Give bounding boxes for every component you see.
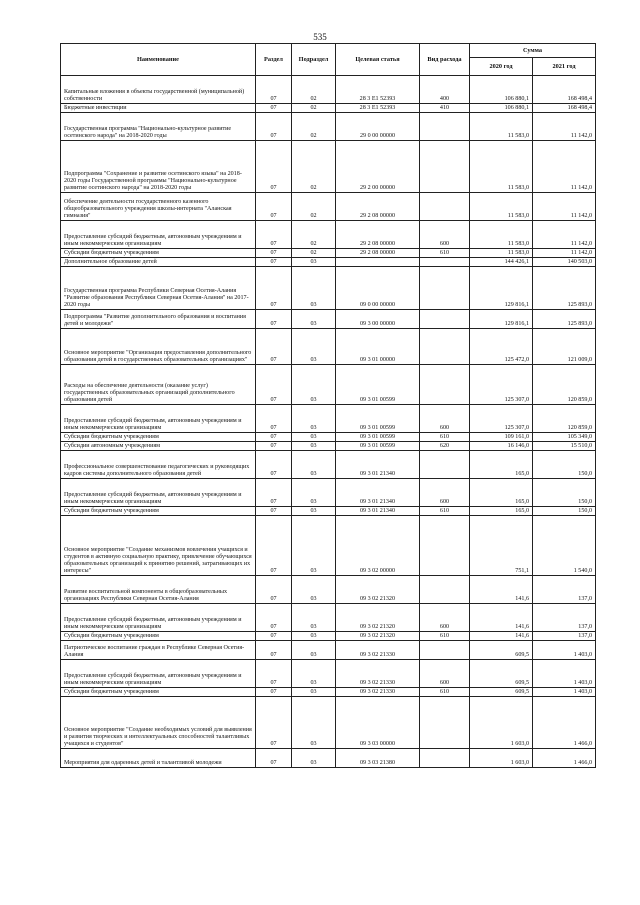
cell-sum-2021: 125 893,0 <box>533 310 596 329</box>
cell-sum-2021: 1 466,0 <box>533 749 596 768</box>
cell-name: Основное мероприятие "Организация предоставления дополнительного образования детей в государственных образовательных организациях" <box>61 329 256 365</box>
cell-sum-2021: 15 510,0 <box>533 442 596 451</box>
table-row <box>61 249 596 258</box>
cell-sum-2021: 150,0 <box>533 507 596 516</box>
cell-expense-type <box>420 113 470 141</box>
cell-section: 07 <box>256 604 292 632</box>
cell-expense-type <box>420 641 470 660</box>
cell-subsection: 02 <box>292 141 336 193</box>
cell-expense-type <box>420 516 470 576</box>
table-row <box>61 104 596 113</box>
table-row <box>61 576 596 604</box>
table-row <box>61 688 596 697</box>
cell-name: Подпрограмма "Развитие дополнительного образования и воспитания детей и молодежи" <box>61 310 256 329</box>
cell-section: 07 <box>256 516 292 576</box>
cell-expense-type: 600 <box>420 604 470 632</box>
cell-sum-2021: 137,0 <box>533 632 596 641</box>
cell-section: 07 <box>256 193 292 221</box>
cell-target: 09 3 01 00599 <box>336 433 420 442</box>
header-expense-type: Вид расхода <box>420 44 470 76</box>
cell-subsection: 03 <box>292 442 336 451</box>
cell-subsection: 03 <box>292 660 336 688</box>
cell-target: 09 3 03 00000 <box>336 697 420 749</box>
table-row <box>61 516 596 576</box>
table-row <box>61 451 596 479</box>
cell-sum-2020: 141,6 <box>470 604 533 632</box>
table-row <box>61 749 596 768</box>
cell-sum-2020: 1 603,0 <box>470 749 533 768</box>
table-row <box>61 329 596 365</box>
cell-section: 07 <box>256 688 292 697</box>
table-row <box>61 310 596 329</box>
table-row <box>61 632 596 641</box>
cell-sum-2021: 11 142,0 <box>533 249 596 258</box>
cell-sum-2021: 120 859,0 <box>533 405 596 433</box>
cell-sum-2021: 140 503,0 <box>533 258 596 267</box>
cell-subsection: 03 <box>292 433 336 442</box>
cell-name: Предоставление субсидий бюджетным, автономным учреждениям и иным некоммерческим организациям <box>61 221 256 249</box>
cell-subsection: 03 <box>292 451 336 479</box>
cell-expense-type: 600 <box>420 405 470 433</box>
cell-name: Подпрограмма "Сохранение и развитие осетинского языка" на 2018-2020 годы Государственной программы "Национально-культурное развитие осетинского народа" на 2018-2020 годы <box>61 141 256 193</box>
cell-sum-2020: 609,5 <box>470 641 533 660</box>
cell-section: 07 <box>256 221 292 249</box>
cell-subsection: 02 <box>292 113 336 141</box>
cell-sum-2021: 1 403,0 <box>533 660 596 688</box>
cell-section: 07 <box>256 451 292 479</box>
cell-sum-2021: 1 540,0 <box>533 516 596 576</box>
table-row <box>61 141 596 193</box>
header-section: Раздел <box>256 44 292 76</box>
cell-expense-type: 410 <box>420 104 470 113</box>
cell-expense-type <box>420 310 470 329</box>
cell-name: Мероприятия для одаренных детей и талантливой молодежи <box>61 749 256 768</box>
cell-sum-2020: 609,5 <box>470 688 533 697</box>
cell-target: 28 3 E1 52393 <box>336 76 420 104</box>
cell-expense-type <box>420 365 470 405</box>
cell-section: 07 <box>256 267 292 310</box>
cell-expense-type <box>420 451 470 479</box>
cell-expense-type <box>420 329 470 365</box>
cell-expense-type: 600 <box>420 660 470 688</box>
cell-section: 07 <box>256 576 292 604</box>
cell-target: 09 3 03 21380 <box>336 749 420 768</box>
cell-subsection: 03 <box>292 258 336 267</box>
cell-sum-2020: 751,1 <box>470 516 533 576</box>
cell-section: 07 <box>256 697 292 749</box>
cell-sum-2021: 11 142,0 <box>533 113 596 141</box>
cell-name: Субсидии бюджетным учреждениям <box>61 249 256 258</box>
cell-sum-2020: 144 426,1 <box>470 258 533 267</box>
cell-subsection: 03 <box>292 697 336 749</box>
cell-sum-2020: 129 816,1 <box>470 267 533 310</box>
cell-sum-2020: 125 307,0 <box>470 405 533 433</box>
cell-target: 09 3 00 00000 <box>336 310 420 329</box>
cell-expense-type: 620 <box>420 442 470 451</box>
cell-section: 07 <box>256 365 292 405</box>
cell-expense-type <box>420 193 470 221</box>
cell-target: 09 3 02 21330 <box>336 641 420 660</box>
cell-section: 07 <box>256 749 292 768</box>
cell-sum-2020: 11 583,0 <box>470 193 533 221</box>
cell-sum-2020: 165,0 <box>470 507 533 516</box>
cell-target: 29 2 08 00000 <box>336 193 420 221</box>
table-row <box>61 697 596 749</box>
table-row <box>61 507 596 516</box>
cell-sum-2021: 11 142,0 <box>533 193 596 221</box>
cell-section: 07 <box>256 104 292 113</box>
table-row <box>61 258 596 267</box>
table-row <box>61 221 596 249</box>
cell-subsection: 03 <box>292 405 336 433</box>
cell-subsection: 03 <box>292 310 336 329</box>
table-row <box>61 660 596 688</box>
cell-sum-2020: 141,6 <box>470 632 533 641</box>
cell-target: 29 2 00 00000 <box>336 141 420 193</box>
budget-table <box>60 43 596 768</box>
table-header <box>61 44 596 76</box>
cell-target: 29 2 08 00000 <box>336 221 420 249</box>
cell-expense-type: 610 <box>420 507 470 516</box>
cell-sum-2021: 121 009,0 <box>533 329 596 365</box>
cell-expense-type: 610 <box>420 688 470 697</box>
cell-target <box>336 258 420 267</box>
header-name: Наименование <box>61 44 256 76</box>
cell-sum-2021: 150,0 <box>533 479 596 507</box>
cell-sum-2021: 150,0 <box>533 451 596 479</box>
cell-sum-2021: 137,0 <box>533 576 596 604</box>
cell-sum-2020: 609,5 <box>470 660 533 688</box>
cell-subsection: 02 <box>292 221 336 249</box>
cell-sum-2021: 1 403,0 <box>533 688 596 697</box>
cell-sum-2020: 129 816,1 <box>470 310 533 329</box>
table-row <box>61 433 596 442</box>
page-number: 535 <box>313 32 327 42</box>
cell-section: 07 <box>256 258 292 267</box>
cell-sum-2020: 165,0 <box>470 451 533 479</box>
cell-section: 07 <box>256 433 292 442</box>
cell-sum-2020: 109 161,0 <box>470 433 533 442</box>
cell-expense-type: 600 <box>420 221 470 249</box>
table-body <box>61 76 596 768</box>
cell-section: 07 <box>256 479 292 507</box>
cell-name: Развитие воспитательной компоненты в общеобразовательных организациях Республики Северная Осетия-Алания <box>61 576 256 604</box>
cell-section: 07 <box>256 329 292 365</box>
cell-sum-2021: 105 349,0 <box>533 433 596 442</box>
cell-expense-type <box>420 697 470 749</box>
cell-name: Предоставление субсидий бюджетным, автономным учреждениям и иным некоммерческим организациям <box>61 405 256 433</box>
cell-target: 29 2 08 00000 <box>336 249 420 258</box>
cell-name: Капитальные вложения в объекты государственной (муниципальной) собственности <box>61 76 256 104</box>
cell-sum-2021: 1 466,0 <box>533 697 596 749</box>
table-row <box>61 76 596 104</box>
cell-sum-2020: 165,0 <box>470 479 533 507</box>
cell-subsection: 03 <box>292 688 336 697</box>
cell-target: 09 3 02 21330 <box>336 660 420 688</box>
table-row <box>61 405 596 433</box>
table-row <box>61 267 596 310</box>
cell-sum-2020: 141,6 <box>470 576 533 604</box>
cell-sum-2021: 168 498,4 <box>533 76 596 104</box>
cell-expense-type <box>420 267 470 310</box>
cell-expense-type: 610 <box>420 433 470 442</box>
cell-sum-2020: 11 583,0 <box>470 221 533 249</box>
header-year-2021: 2021 год <box>533 58 596 76</box>
cell-target: 09 3 01 21340 <box>336 479 420 507</box>
cell-section: 07 <box>256 660 292 688</box>
cell-name: Основное мероприятие "Создание механизмов вовлечения учащихся и студентов в активную социальную практику, привлечение обучающихся образовательных организаций к принятию решений, затрагивающих их интересы" <box>61 516 256 576</box>
cell-target: 29 0 00 00000 <box>336 113 420 141</box>
cell-target: 09 3 01 21340 <box>336 451 420 479</box>
cell-section: 07 <box>256 641 292 660</box>
cell-sum-2021: 168 498,4 <box>533 104 596 113</box>
cell-expense-type <box>420 141 470 193</box>
table-row <box>61 113 596 141</box>
cell-subsection: 03 <box>292 576 336 604</box>
cell-name: Государственная программа "Национально-культурное развитие осетинского народа" на 2018-2020 годы <box>61 113 256 141</box>
cell-section: 07 <box>256 507 292 516</box>
cell-sum-2021: 11 142,0 <box>533 221 596 249</box>
header-sum: Сумма <box>470 44 596 58</box>
cell-subsection: 03 <box>292 479 336 507</box>
cell-subsection: 03 <box>292 641 336 660</box>
cell-name: Предоставление субсидий бюджетным, автономным учреждениям и иным некоммерческим организациям <box>61 660 256 688</box>
cell-name: Основное мероприятие "Создание необходимых условий для выявления и развития творческих и интеллектуальных способностей талантливых учащихся и студентов" <box>61 697 256 749</box>
cell-subsection: 03 <box>292 749 336 768</box>
table-row <box>61 641 596 660</box>
cell-name: Расходы на обеспечение деятельности (оказание услуг) государственных образовательных организаций дополнительного образования детей <box>61 365 256 405</box>
header-target: Целевая статья <box>336 44 420 76</box>
cell-section: 07 <box>256 310 292 329</box>
cell-name: Субсидии бюджетным учреждениям <box>61 507 256 516</box>
cell-target: 09 3 01 00000 <box>336 329 420 365</box>
cell-target: 09 3 01 00599 <box>336 442 420 451</box>
cell-target: 09 3 02 21320 <box>336 632 420 641</box>
cell-sum-2021: 137,0 <box>533 604 596 632</box>
header-year-2020: 2020 год <box>470 58 533 76</box>
cell-subsection: 02 <box>292 104 336 113</box>
cell-sum-2020: 11 583,0 <box>470 249 533 258</box>
cell-target: 28 3 E1 52393 <box>336 104 420 113</box>
cell-sum-2020: 125 307,0 <box>470 365 533 405</box>
header-subsection: Подраздел <box>292 44 336 76</box>
cell-section: 07 <box>256 249 292 258</box>
cell-target: 09 3 02 21330 <box>336 688 420 697</box>
cell-name: Государственная программа Республики Северная Осетия-Алания "Развитие образования Республики Северная Осетия-Алания" на 2017-2020 годы <box>61 267 256 310</box>
cell-sum-2020: 125 472,0 <box>470 329 533 365</box>
table-row <box>61 604 596 632</box>
cell-subsection: 03 <box>292 329 336 365</box>
cell-section: 07 <box>256 632 292 641</box>
cell-name: Патриотическое воспитание граждан в Республике Северная Осетия-Алания <box>61 641 256 660</box>
cell-sum-2020: 11 583,0 <box>470 113 533 141</box>
cell-expense-type: 600 <box>420 479 470 507</box>
cell-target: 09 3 01 21340 <box>336 507 420 516</box>
cell-name: Предоставление субсидий бюджетным, автономным учреждениям и иным некоммерческим организациям <box>61 604 256 632</box>
cell-expense-type <box>420 576 470 604</box>
cell-sum-2020: 11 583,0 <box>470 141 533 193</box>
cell-subsection: 03 <box>292 365 336 405</box>
cell-subsection: 03 <box>292 604 336 632</box>
cell-name: Обеспечение деятельности государственного казенного общеобразовательного учреждения школы-интерната "Аланская гимназия" <box>61 193 256 221</box>
cell-target: 09 3 01 00599 <box>336 405 420 433</box>
cell-sum-2020: 1 603,0 <box>470 697 533 749</box>
cell-subsection: 03 <box>292 632 336 641</box>
cell-subsection: 03 <box>292 516 336 576</box>
cell-target: 09 3 02 21320 <box>336 604 420 632</box>
cell-subsection: 02 <box>292 193 336 221</box>
cell-sum-2021: 120 859,0 <box>533 365 596 405</box>
table-row <box>61 479 596 507</box>
cell-target: 09 3 02 00000 <box>336 516 420 576</box>
cell-name: Профессиональное совершенствование педагогических и руководящих кадров системы дополнительного образования детей <box>61 451 256 479</box>
table-row <box>61 442 596 451</box>
cell-name: Субсидии бюджетным учреждениям <box>61 433 256 442</box>
cell-name: Бюджетные инвестиции <box>61 104 256 113</box>
cell-subsection: 03 <box>292 267 336 310</box>
cell-expense-type <box>420 258 470 267</box>
cell-section: 07 <box>256 141 292 193</box>
cell-section: 07 <box>256 442 292 451</box>
cell-section: 07 <box>256 113 292 141</box>
cell-section: 07 <box>256 76 292 104</box>
cell-name: Предоставление субсидий бюджетным, автономным учреждениям и иным некоммерческим организациям <box>61 479 256 507</box>
cell-expense-type <box>420 749 470 768</box>
cell-subsection: 03 <box>292 507 336 516</box>
cell-expense-type: 610 <box>420 632 470 641</box>
cell-sum-2020: 16 146,0 <box>470 442 533 451</box>
cell-expense-type: 610 <box>420 249 470 258</box>
cell-expense-type: 400 <box>420 76 470 104</box>
cell-name: Субсидии бюджетным учреждениям <box>61 632 256 641</box>
cell-name: Субсидии бюджетным учреждениям <box>61 688 256 697</box>
cell-subsection: 02 <box>292 249 336 258</box>
table-row <box>61 193 596 221</box>
cell-target: 09 3 01 00599 <box>336 365 420 405</box>
cell-target: 09 3 02 21320 <box>336 576 420 604</box>
cell-section: 07 <box>256 405 292 433</box>
cell-sum-2020: 106 880,1 <box>470 76 533 104</box>
table-row <box>61 365 596 405</box>
cell-sum-2021: 11 142,0 <box>533 141 596 193</box>
cell-name: Субсидии автономным учреждениям <box>61 442 256 451</box>
cell-name: Дополнительное образование детей <box>61 258 256 267</box>
cell-sum-2021: 125 893,0 <box>533 267 596 310</box>
cell-subsection: 02 <box>292 76 336 104</box>
cell-sum-2021: 1 403,0 <box>533 641 596 660</box>
cell-target: 09 0 00 00000 <box>336 267 420 310</box>
cell-sum-2020: 106 880,1 <box>470 104 533 113</box>
